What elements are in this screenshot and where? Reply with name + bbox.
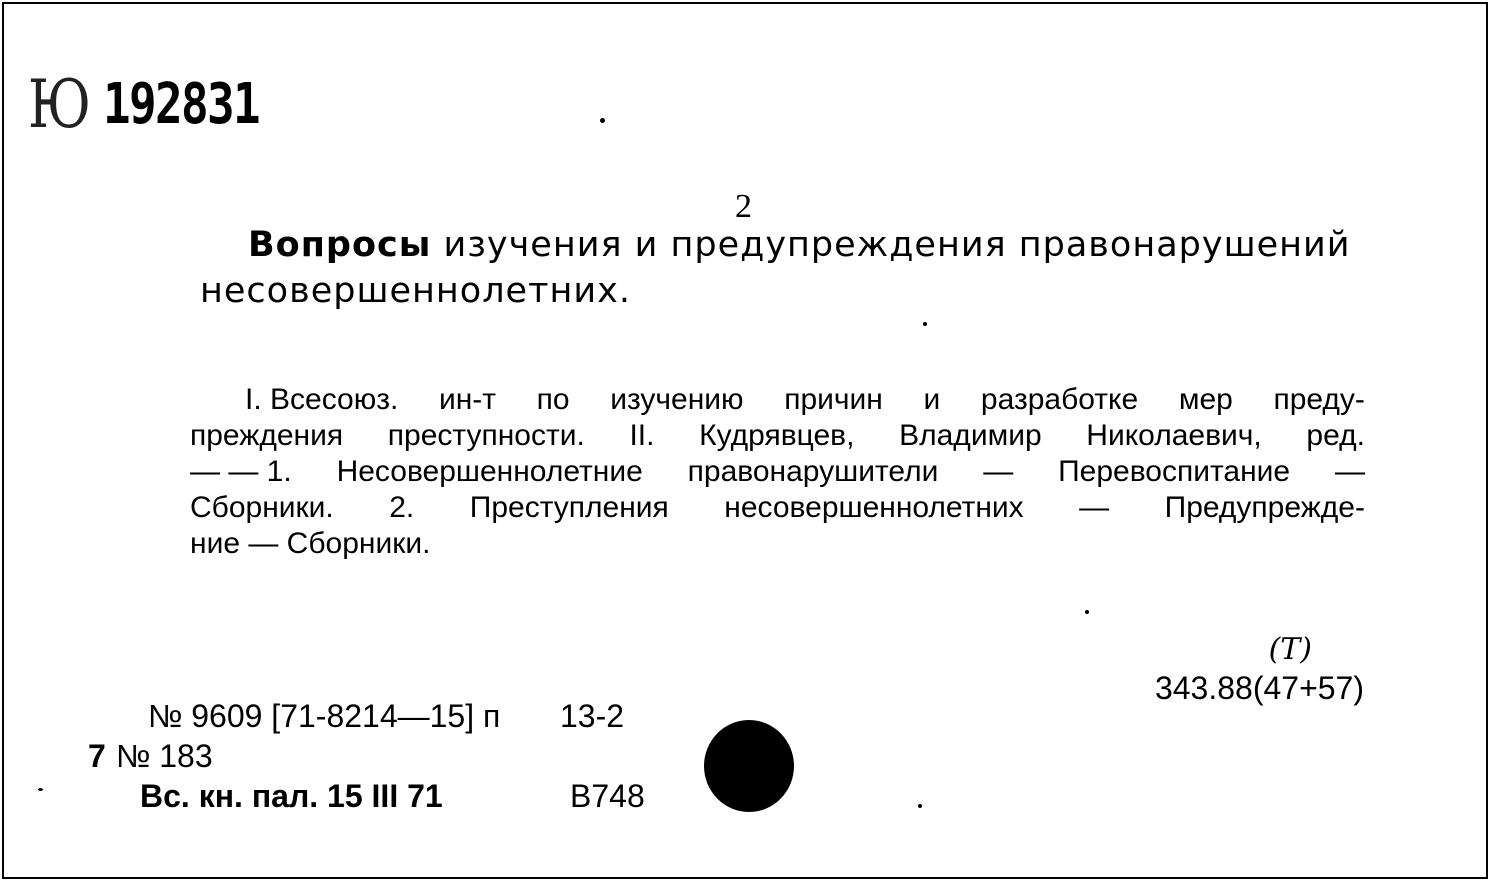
notes-word: — — [1079, 491, 1110, 524]
notes-word: правонарушители — [687, 455, 939, 488]
notes-word: Несовершеннолетние — [336, 455, 643, 488]
print-info — [88, 696, 645, 816]
notes-word: Кудрявцев, — [699, 419, 855, 452]
ink-speck — [38, 788, 43, 791]
notes-word: ин-т — [438, 383, 497, 416]
print-batch: В748 — [570, 778, 645, 814]
title-line-1-rest: изучения и предупреждения правонарушений — [431, 225, 1351, 265]
order-number: № 9609 [71-8214—15] п — [148, 698, 501, 734]
classification-mark: (Т) — [1268, 632, 1312, 667]
notes-word: преступности. — [387, 419, 585, 452]
print-row-1 — [88, 696, 645, 736]
notes-word: — — [1334, 455, 1365, 488]
punch-hole — [704, 720, 794, 812]
notes-word: Николаевич, — [1086, 419, 1262, 452]
notes-word: причин — [784, 383, 883, 416]
ink-speck — [923, 322, 927, 326]
notes-word: мер — [1178, 383, 1233, 416]
classification-block — [1155, 632, 1364, 708]
inventory-stamp — [28, 66, 293, 143]
print-code: 13-2 — [560, 698, 625, 734]
row-2-number: № 183 — [116, 738, 213, 774]
notes-word: Владимир — [899, 419, 1042, 452]
stamp-letter: Ю — [28, 66, 92, 143]
card-number: 2 — [735, 188, 752, 225]
ink-speck — [918, 804, 922, 808]
title-line-1 — [200, 222, 1370, 268]
notes-word: преждения — [190, 419, 344, 452]
ink-speck — [1085, 610, 1089, 614]
notes-line-4 — [190, 490, 1365, 526]
notes-word: — — 1. — [190, 455, 292, 488]
title-first-word: Вопросы — [248, 225, 432, 265]
notes-word: II. — [629, 419, 655, 452]
notes-word: Сборники. — [190, 491, 334, 524]
notes-word: Предупрежде- — [1164, 491, 1365, 524]
notes-line-5: ние — Сборники. — [190, 527, 431, 560]
stamp-number: 192831 — [102, 72, 259, 137]
notes-word: I. Всесоюз. — [245, 383, 399, 416]
notes-word: разработке — [980, 383, 1139, 416]
notes-word: Перевоспитание — [1058, 455, 1291, 488]
notes-line-2 — [190, 418, 1365, 454]
notes-word: и — [923, 383, 941, 416]
notes-word: ред. — [1306, 419, 1365, 452]
book-title — [200, 222, 1370, 314]
title-line-2: несовершеннолетних. — [200, 271, 631, 311]
notes-word: Преступления — [469, 491, 669, 524]
notes-line-3 — [190, 454, 1365, 490]
chamber-date: Вс. кн. пал. 15 III 71 — [140, 778, 443, 814]
notes-word: преду- — [1273, 383, 1365, 416]
notes-word: — — [983, 455, 1014, 488]
print-row-3 — [88, 776, 645, 816]
row-2-lead: 7 — [88, 738, 106, 774]
notes-word: несовершеннолетних — [724, 491, 1024, 524]
ink-speck — [600, 118, 605, 123]
bibliographic-notes — [190, 382, 1365, 562]
classification-code: 343.88(47+57) — [1154, 670, 1364, 706]
print-row-2 — [88, 736, 645, 776]
notes-line-1 — [190, 382, 1365, 418]
notes-word: по — [536, 383, 570, 416]
notes-word: 2. — [389, 491, 415, 524]
notes-word: изучению — [610, 383, 744, 416]
